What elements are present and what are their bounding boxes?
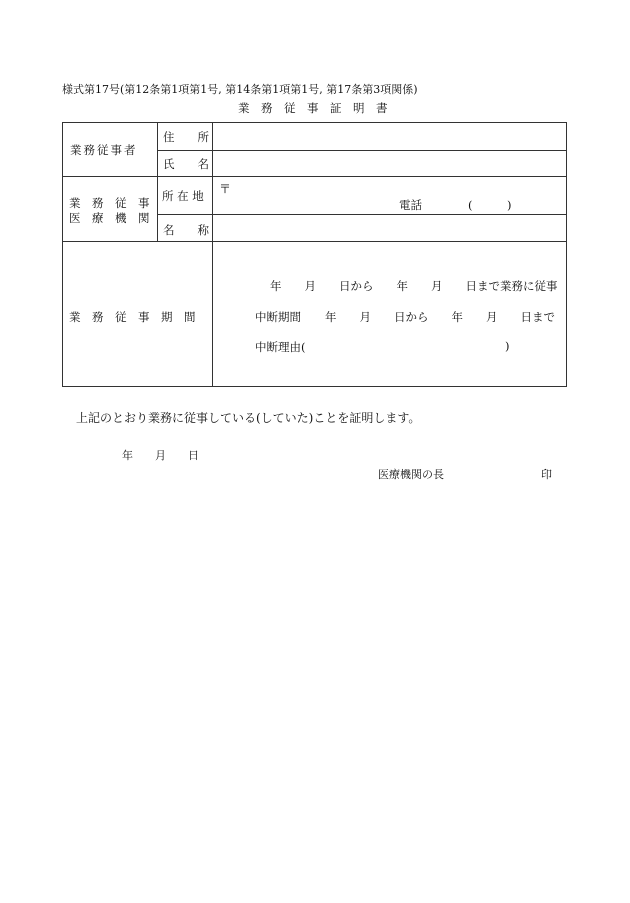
row-divider-1 xyxy=(63,176,566,177)
date-line: 年 月 日 xyxy=(122,449,199,462)
form-reference: 様式第17号(第12条第1項第1号, 第14条第1項第1号, 第17条第3項関係) xyxy=(62,83,418,96)
institution-label-line2: 医 療 機 関 xyxy=(69,211,150,225)
phone-label: 電話 xyxy=(399,198,422,212)
institution-head-label: 医療機関の長 xyxy=(378,468,444,481)
interruption-period-label: 中断期間 xyxy=(255,310,301,324)
interruption-period-dates: 年 月 日から 年 月 日まで xyxy=(325,310,555,324)
col-divider-2 xyxy=(212,123,213,386)
interruption-reason-label: 中断理由( xyxy=(255,340,306,354)
row-divider-2 xyxy=(63,241,566,242)
row-divider-inst xyxy=(157,214,566,215)
location-label: 所 在 地 xyxy=(162,189,204,203)
certification-text: 上記のとおり業務に従事している(していた)ことを証明します。 xyxy=(76,411,421,425)
worker-label: 業務従事者 xyxy=(70,143,138,157)
document-title: 業 務 従 事 証 明 書 xyxy=(238,101,388,115)
address-field[interactable] xyxy=(214,124,564,149)
col-divider-1 xyxy=(157,123,158,241)
row-divider-worker xyxy=(157,150,566,151)
postal-mark: 〒 xyxy=(219,182,232,196)
name-label: 氏 名 xyxy=(163,157,209,171)
institution-label-line1: 業 務 従 事 xyxy=(69,196,150,210)
institution-name-label: 名 称 xyxy=(163,223,209,237)
name-field[interactable] xyxy=(214,152,564,175)
institution-name-field[interactable] xyxy=(214,216,564,240)
period-line1: 年 月 日から 年 月 日まで業務に従事 xyxy=(270,279,558,293)
phone-field[interactable]: ( ) xyxy=(468,198,512,212)
address-label: 住 所 xyxy=(163,130,209,144)
certificate-table xyxy=(62,122,567,387)
interruption-reason-close: ) xyxy=(505,339,510,353)
period-label: 業 務 従 事 期 間 xyxy=(69,310,196,324)
seal-mark: 印 xyxy=(541,468,552,481)
